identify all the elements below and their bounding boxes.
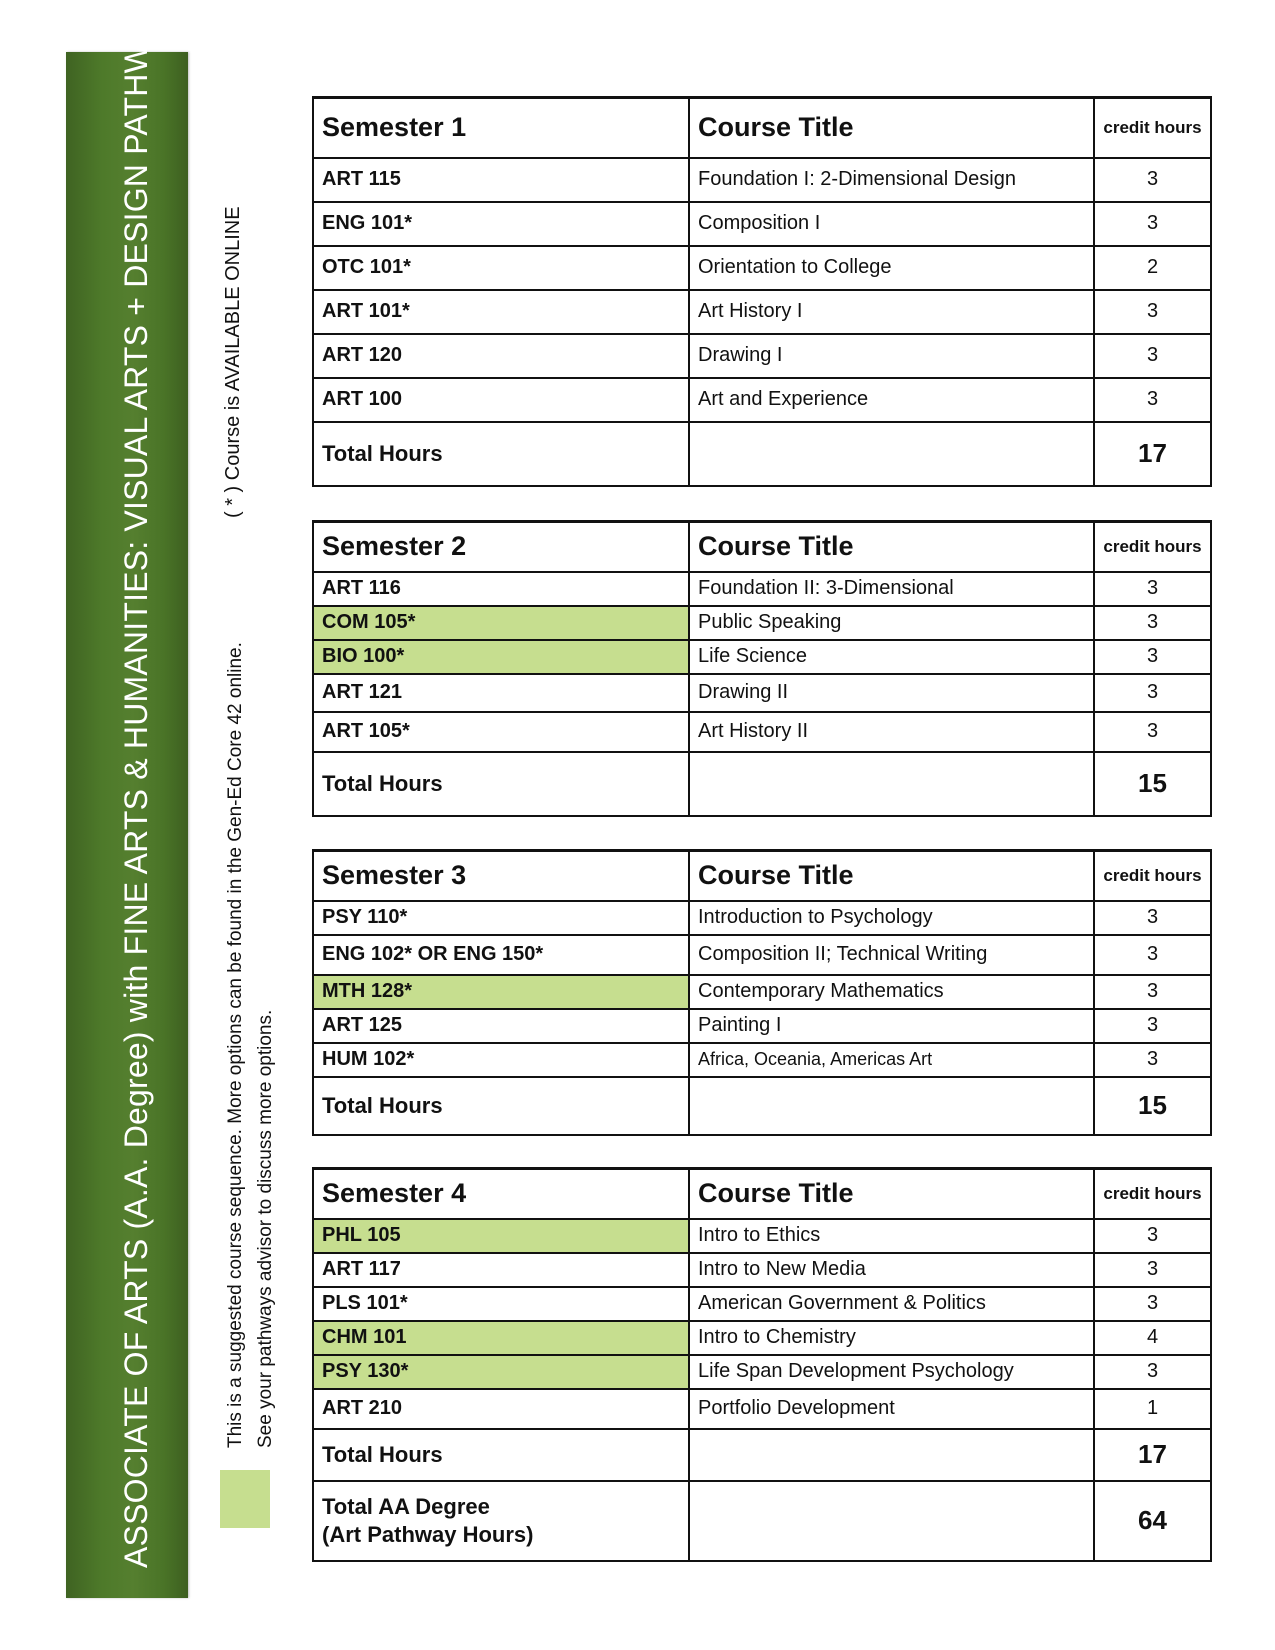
course-title: Orientation to College bbox=[689, 246, 1094, 290]
course-credits: 3 bbox=[1094, 378, 1211, 422]
course-row bbox=[313, 572, 1211, 606]
pathway-title: ASSOCIATE OF ARTS (A.A. Degree) with FINE ARTS & HUMANITIES: VISUAL ARTS + DESIGN PATHWAY bbox=[118, 3, 154, 1568]
course-row bbox=[313, 935, 1211, 975]
total-hours-row bbox=[313, 752, 1211, 816]
course-title: Drawing I bbox=[689, 334, 1094, 378]
gened-highlight-swatch bbox=[220, 1470, 270, 1528]
course-title: Art and Experience bbox=[689, 378, 1094, 422]
course-row bbox=[313, 1043, 1211, 1077]
course-code: ENG 102* OR ENG 150* bbox=[313, 935, 689, 975]
total-hours-row bbox=[313, 1429, 1211, 1481]
total-hours-value: 17 bbox=[1094, 422, 1211, 486]
course-row bbox=[313, 1009, 1211, 1043]
course-title: Art History I bbox=[689, 290, 1094, 334]
course-title: Africa, Oceania, Americas Art bbox=[689, 1043, 1094, 1077]
semester-label: Semester 4 bbox=[313, 1169, 689, 1219]
degree-total-label-line2: (Art Pathway Hours) bbox=[322, 1521, 534, 1547]
course-title-header: Course Title bbox=[689, 1169, 1094, 1219]
course-credits: 2 bbox=[1094, 246, 1211, 290]
semester-label: Semester 2 bbox=[313, 522, 689, 572]
course-credits: 4 bbox=[1094, 1321, 1211, 1355]
course-row bbox=[313, 1389, 1211, 1429]
total-hours-spacer bbox=[689, 1077, 1094, 1135]
course-title: Intro to Ethics bbox=[689, 1219, 1094, 1253]
course-credits: 3 bbox=[1094, 1253, 1211, 1287]
course-code: PSY 110* bbox=[313, 901, 689, 935]
course-code: ART 120 bbox=[313, 334, 689, 378]
degree-total-spacer bbox=[689, 1481, 1094, 1561]
course-code: PLS 101* bbox=[313, 1287, 689, 1321]
course-title: Composition I bbox=[689, 202, 1094, 246]
semester-label: Semester 3 bbox=[313, 851, 689, 901]
course-row bbox=[313, 674, 1211, 712]
course-credits: 3 bbox=[1094, 935, 1211, 975]
course-credits: 3 bbox=[1094, 202, 1211, 246]
course-title-header: Course Title bbox=[689, 851, 1094, 901]
course-credits: 3 bbox=[1094, 572, 1211, 606]
semester-4-table bbox=[312, 1167, 1212, 1562]
course-code: ART 101* bbox=[313, 290, 689, 334]
course-title: Drawing II bbox=[689, 674, 1094, 712]
total-hours-value: 15 bbox=[1094, 752, 1211, 816]
gened-note: This is a suggested course sequence. More options can be found in the Gen-Ed Core 42 online. bbox=[225, 642, 246, 1448]
credit-hours-header: credit hours bbox=[1094, 522, 1211, 572]
degree-total-label bbox=[313, 1481, 689, 1561]
course-row bbox=[313, 334, 1211, 378]
course-row bbox=[313, 202, 1211, 246]
degree-total-label-line1: Total AA Degree bbox=[322, 1493, 490, 1519]
course-credits: 3 bbox=[1094, 1043, 1211, 1077]
course-code: HUM 102* bbox=[313, 1043, 689, 1077]
course-title: Art History II bbox=[689, 712, 1094, 752]
course-code: PHL 105 bbox=[313, 1219, 689, 1253]
course-row bbox=[313, 246, 1211, 290]
course-credits: 3 bbox=[1094, 1287, 1211, 1321]
total-hours-label: Total Hours bbox=[313, 1077, 689, 1135]
course-row bbox=[313, 290, 1211, 334]
course-credits: 3 bbox=[1094, 640, 1211, 674]
course-title: Public Speaking bbox=[689, 606, 1094, 640]
course-code: ART 116 bbox=[313, 572, 689, 606]
course-row bbox=[313, 1355, 1211, 1389]
course-code: ART 125 bbox=[313, 1009, 689, 1043]
course-credits: 3 bbox=[1094, 158, 1211, 202]
course-row bbox=[313, 606, 1211, 640]
course-code: ART 115 bbox=[313, 158, 689, 202]
course-code: ART 100 bbox=[313, 378, 689, 422]
course-row bbox=[313, 378, 1211, 422]
course-credits: 3 bbox=[1094, 606, 1211, 640]
course-code: ART 117 bbox=[313, 1253, 689, 1287]
course-row bbox=[313, 901, 1211, 935]
course-credits: 3 bbox=[1094, 290, 1211, 334]
total-hours-spacer bbox=[689, 422, 1094, 486]
semester-label: Semester 1 bbox=[313, 98, 689, 158]
course-code: ART 105* bbox=[313, 712, 689, 752]
course-code: ART 121 bbox=[313, 674, 689, 712]
total-hours-value: 17 bbox=[1094, 1429, 1211, 1481]
table-header-row bbox=[313, 522, 1211, 572]
credit-hours-header: credit hours bbox=[1094, 1169, 1211, 1219]
table-header-row bbox=[313, 1169, 1211, 1219]
course-title-header: Course Title bbox=[689, 522, 1094, 572]
course-title: Foundation I: 2-Dimensional Design bbox=[689, 158, 1094, 202]
course-title: Contemporary Mathematics bbox=[689, 975, 1094, 1009]
course-code: COM 105* bbox=[313, 606, 689, 640]
course-credits: 1 bbox=[1094, 1389, 1211, 1429]
course-title: American Government & Politics bbox=[689, 1287, 1094, 1321]
total-hours-spacer bbox=[689, 752, 1094, 816]
course-credits: 3 bbox=[1094, 712, 1211, 752]
course-credits: 3 bbox=[1094, 1009, 1211, 1043]
semester-2-table bbox=[312, 520, 1212, 817]
table-header-row bbox=[313, 851, 1211, 901]
course-row bbox=[313, 1219, 1211, 1253]
credit-hours-header: credit hours bbox=[1094, 851, 1211, 901]
course-title: Introduction to Psychology bbox=[689, 901, 1094, 935]
course-credits: 3 bbox=[1094, 1219, 1211, 1253]
course-title: Intro to Chemistry bbox=[689, 1321, 1094, 1355]
total-hours-spacer bbox=[689, 1429, 1094, 1481]
semester-3-table bbox=[312, 849, 1212, 1136]
course-code: MTH 128* bbox=[313, 975, 689, 1009]
total-hours-value: 15 bbox=[1094, 1077, 1211, 1135]
course-credits: 3 bbox=[1094, 334, 1211, 378]
online-legend-note: ( * ) Course is AVAILABLE ONLINE bbox=[222, 206, 244, 518]
course-title: Life Span Development Psychology bbox=[689, 1355, 1094, 1389]
degree-total-row bbox=[313, 1481, 1211, 1561]
course-title: Composition II; Technical Writing bbox=[689, 935, 1094, 975]
course-code: BIO 100* bbox=[313, 640, 689, 674]
course-row bbox=[313, 158, 1211, 202]
course-title-header: Course Title bbox=[689, 98, 1094, 158]
course-code: OTC 101* bbox=[313, 246, 689, 290]
total-hours-label: Total Hours bbox=[313, 1429, 689, 1481]
course-code: ENG 101* bbox=[313, 202, 689, 246]
total-hours-row bbox=[313, 422, 1211, 486]
total-hours-row bbox=[313, 1077, 1211, 1135]
course-credits: 3 bbox=[1094, 901, 1211, 935]
degree-total-value: 64 bbox=[1094, 1481, 1211, 1561]
course-code: CHM 101 bbox=[313, 1321, 689, 1355]
course-row bbox=[313, 1287, 1211, 1321]
course-credits: 3 bbox=[1094, 674, 1211, 712]
advisor-note: See your pathways advisor to discuss more options. bbox=[255, 1009, 276, 1448]
course-credits: 3 bbox=[1094, 1355, 1211, 1389]
course-title: Foundation II: 3-Dimensional bbox=[689, 572, 1094, 606]
course-row bbox=[313, 1253, 1211, 1287]
course-row bbox=[313, 1321, 1211, 1355]
course-code: PSY 130* bbox=[313, 1355, 689, 1389]
course-row bbox=[313, 975, 1211, 1009]
semester-1-table bbox=[312, 96, 1212, 487]
table-header-row bbox=[313, 98, 1211, 158]
course-title: Painting I bbox=[689, 1009, 1094, 1043]
total-hours-label: Total Hours bbox=[313, 422, 689, 486]
course-title: Intro to New Media bbox=[689, 1253, 1094, 1287]
course-code: ART 210 bbox=[313, 1389, 689, 1429]
course-credits: 3 bbox=[1094, 975, 1211, 1009]
course-title: Life Science bbox=[689, 640, 1094, 674]
course-row bbox=[313, 640, 1211, 674]
total-hours-label: Total Hours bbox=[313, 752, 689, 816]
credit-hours-header: credit hours bbox=[1094, 98, 1211, 158]
course-title: Portfolio Development bbox=[689, 1389, 1094, 1429]
course-row bbox=[313, 712, 1211, 752]
